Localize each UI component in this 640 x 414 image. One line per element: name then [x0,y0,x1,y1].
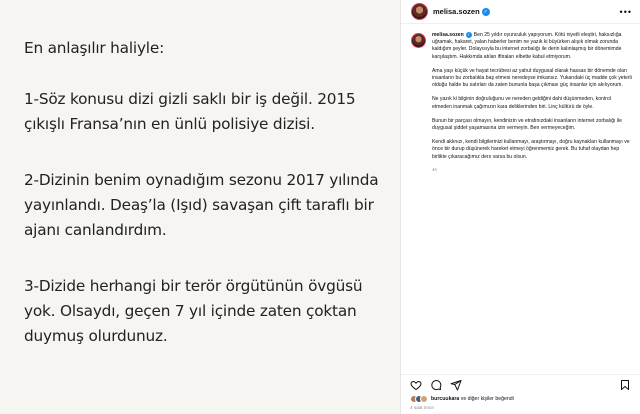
caption-area [401,24,640,374]
more-options-icon[interactable]: ••• [619,6,632,17]
post-timestamp: 4 saat önce [410,405,434,410]
liker-avatar [420,395,428,403]
post-header [401,0,640,24]
liker-username[interactable]: burcuukara [431,396,460,402]
image-text-item-2: 2-Dizinin benim oynadığım sezonu 2017 yılında yayınlandı. Deaş’la (Işıd) savaşan çift taraflı bir ajanı canlandırdım. [24,171,379,239]
heart-icon[interactable] [410,379,422,391]
caption-timestamp: 4s [432,166,437,172]
caption-paragraph-2: Ama yaşı küçük ve hayat tecrübesi az yahut duygusal olarak hassas bir dönemde olan insanların bu zorbalıkla baş etmesi neredeyse imkansız. Yukarıdaki üç madde çok yeterli olduğu halde bu satırları da zaten bununla başa çıkması güç insanlar için akılıyorum. [432,67,632,89]
verified-badge-icon: ✓ [483,8,488,15]
author-avatar[interactable] [411,3,428,20]
action-bar [401,374,640,394]
caption-username[interactable]: melisa.sozen [432,32,464,38]
verified-badge-icon: ✓ [467,32,471,37]
caption-paragraph-4: Bunun bir parçası olmayın, kendinizin ve etrafınızdaki insanların internet zorbalığı ile duygusal şiddet yaşamasına izin vermeyin. Ben vermeyeceğim. [432,117,622,132]
share-icon[interactable] [450,379,462,391]
likes-rest: ve diğer kişiler beğendi [460,396,514,402]
author-username[interactable]: melisa.sozen [433,7,480,16]
post-sidebar [400,0,640,414]
caption-paragraph-3: Ne yazık ki bilginin doğruluğunu ve nereden geldiğini dahi düşünmeden, kontrol etmeden inanmak çağımızın kara deliklerinden biri. Linç kültürü de öyle. [432,96,611,110]
image-text-item-3: 3-Dizide herhangi bir terör örgütünün övgüsü yok. Olsaydı, geçen 7 yıl içinde zaten çoktan duymuş olurdunuz. [24,277,363,345]
bookmark-icon[interactable] [619,379,631,391]
image-text-item-1: 1-Söz konusu dizi gizli saklı bir iş değil. 2015 çıkışlı Fransa’nın en ünlü polisiye dizisi. [24,90,356,133]
comment-icon[interactable] [430,379,442,391]
caption-body [432,32,632,374]
likes-text [431,396,514,402]
caption-avatar[interactable] [411,33,426,48]
image-text-heading: En anlaşılır haliyle: [24,39,165,57]
likes-row[interactable] [401,394,640,404]
caption-paragraph-5: Kendi aklınızı, kendi bilgilerinizi kullanmayı, araştırmayı, doğru kaynakları kullanmayı ve önce bir durup düşünerek hareket etmeyi öğrenmemiz gerek. Bu tuhaf olaydan hep birlikte çıkaracağımız ders varsa bu olsun. [432,139,630,160]
caption-text-1: Ben 25 yıldır oyunculuk yapıyorum. Kötü niyetli eleştiri, haksızlığa uğramak, hakaret, yalan haberler benim ne yazık ki büyürken alışık olmak zorunda kaldığım şeyler. Dolayısıyla bu internet zorbalığı ile derin kalınlaşmış bir dönemimde karşılaştım. Hakkımda atılan iftiraları elbette kabul etmiyorum. [432,32,622,60]
caption-paragraph-1 [432,32,632,61]
